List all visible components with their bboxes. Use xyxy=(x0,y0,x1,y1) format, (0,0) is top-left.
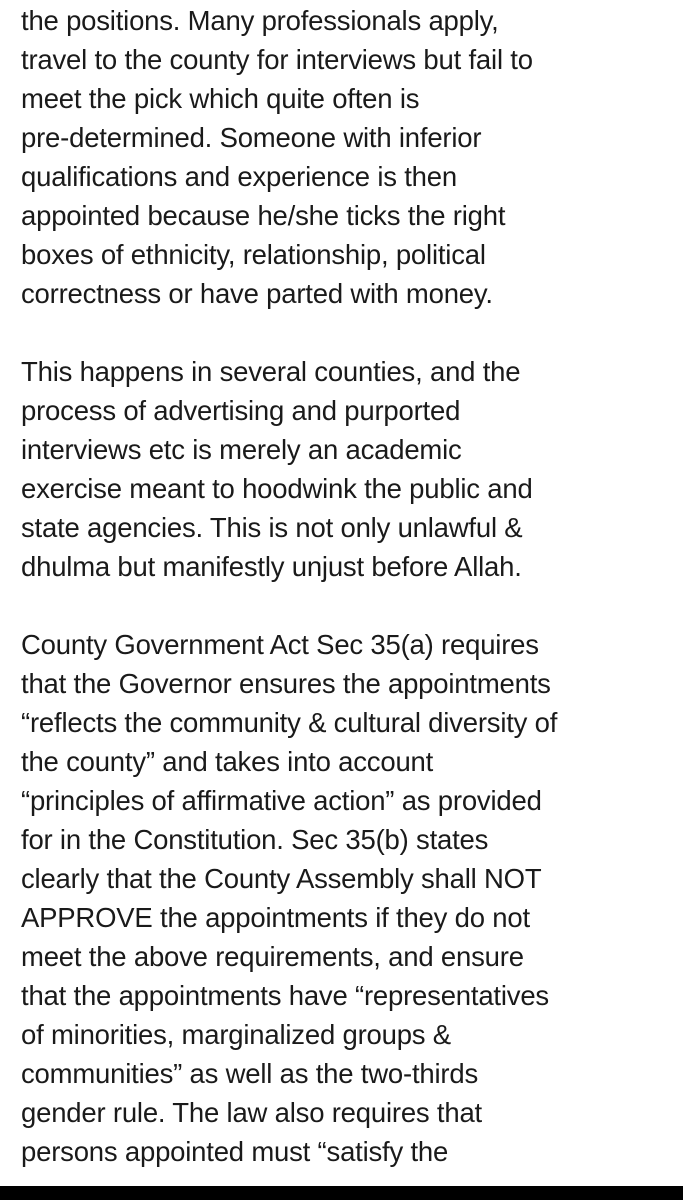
text-line: correctness or have parted with money. xyxy=(21,278,493,309)
text-line: appointed because he/she ticks the right xyxy=(21,200,506,231)
text-line: the positions. Many professionals apply, xyxy=(21,5,499,36)
text-line: clearly that the County Assembly shall NOT xyxy=(21,863,542,894)
text-line: dhulma but manifestly unjust before Allah. xyxy=(21,551,522,582)
paragraph-2 xyxy=(21,352,676,586)
text-line: “principles of affirmative action” as provided xyxy=(21,785,542,816)
paragraph-gap xyxy=(21,586,676,625)
text-line: APPROVE the appointments if they do not xyxy=(21,902,530,933)
text-line: qualifications and experience is then xyxy=(21,161,457,192)
bottom-black-bar xyxy=(0,1186,683,1200)
text-line: that the appointments have “representatives xyxy=(21,980,549,1011)
paragraph-1 xyxy=(21,1,676,313)
text-line: gender rule. The law also requires that xyxy=(21,1097,482,1128)
text-line: interviews etc is merely an academic xyxy=(21,434,462,465)
text-line: communities” as well as the two-thirds xyxy=(21,1058,478,1089)
paragraph-gap xyxy=(21,313,676,352)
document-body xyxy=(21,0,676,1171)
text-line: boxes of ethnicity, relationship, political xyxy=(21,239,486,270)
text-line: state agencies. This is not only unlawful & xyxy=(21,512,523,543)
text-line: pre-determined. Someone with inferior xyxy=(21,122,482,153)
text-line: for in the Constitution. Sec 35(b) states xyxy=(21,824,489,855)
cropped-top-line xyxy=(21,0,676,1)
text-line: the county” and takes into account xyxy=(21,746,434,777)
text-line: of minorities, marginalized groups & xyxy=(21,1019,451,1050)
text-line: exercise meant to hoodwink the public and xyxy=(21,473,533,504)
paragraph-3 xyxy=(21,625,676,1171)
text-line: County Government Act Sec 35(a) requires xyxy=(21,629,539,660)
text-line: that the Governor ensures the appointments xyxy=(21,668,551,699)
text-line: process of advertising and purported xyxy=(21,395,461,426)
text-line: This happens in several counties, and the xyxy=(21,356,521,387)
text-line: persons appointed must “satisfy the xyxy=(21,1136,449,1167)
text-line: meet the above requirements, and ensure xyxy=(21,941,524,972)
text-line: “reflects the community & cultural diversity of xyxy=(21,707,558,738)
text-line: meet the pick which quite often is xyxy=(21,83,420,114)
text-line: travel to the county for interviews but fail to xyxy=(21,44,533,75)
